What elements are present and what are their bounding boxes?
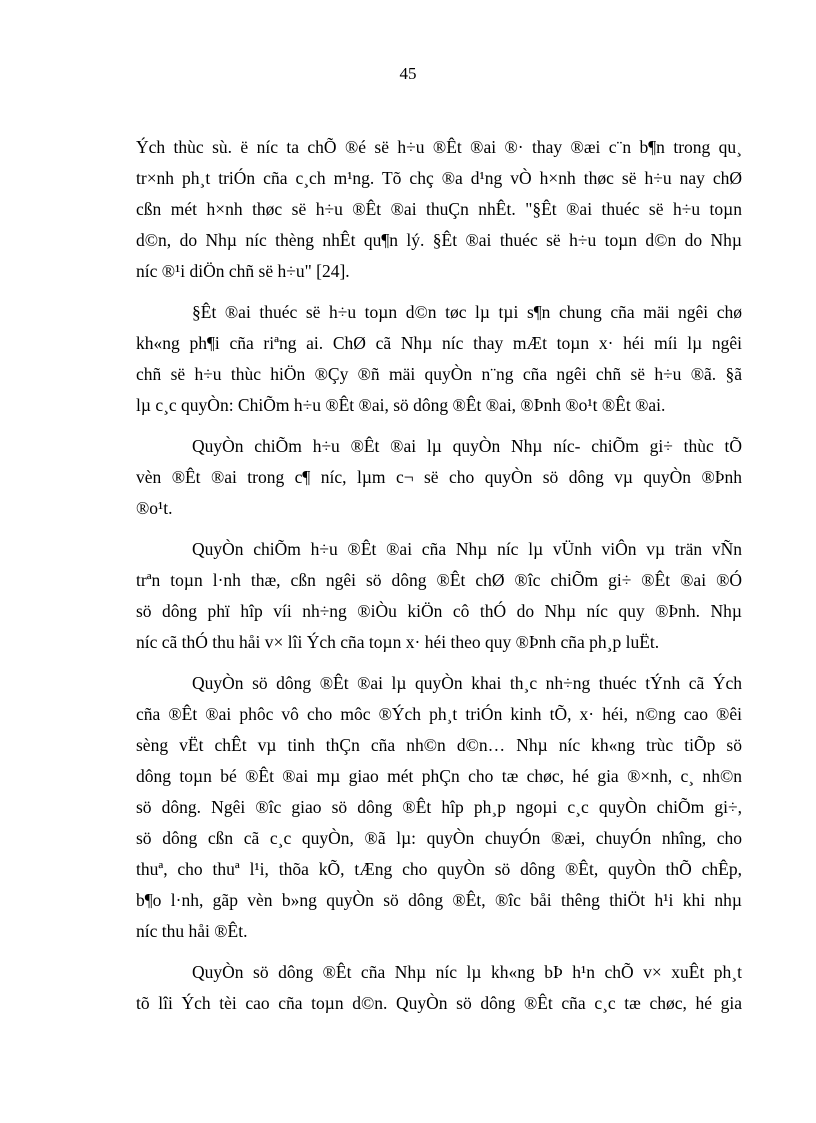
text-line: chñ së h÷u thùc hiÖn ®Çy ®ñ mäi quyÒn n¨ng cña ngêi chñ së h÷u ®ã. §ã <box>136 364 742 384</box>
text-line: QuyÒn sö dông ®Êt ®ai lµ quyÒn khai th¸c nh÷ng thuéc tÝnh cã Ých <box>192 673 742 693</box>
text-line: d©n, do Nhµ níc thèng nhÊt qu¶n lý. §Êt ®ai thuéc së h÷u toµn d©n do Nhµ <box>136 230 742 250</box>
text-line: níc thu håi ®Êt. <box>136 921 248 941</box>
text-line: vèn ®Êt ®ai trong c¶ níc, lµm c¬ së cho quyÒn sö dông vµ quyÒn ®Þnh <box>136 467 742 487</box>
text-line: sö dông cßn cã c¸c quyÒn, ®ã lµ: quyÒn chuyÓn ®æi, chuyÓn nhîng, cho <box>136 828 742 848</box>
text-line: níc cã thÓ thu håi v× lîi Ých cña toµn x· héi theo quy ®Þnh cña ph¸p luËt. <box>136 632 660 652</box>
paragraph <box>136 132 742 287</box>
paragraph <box>136 297 742 421</box>
text-line: tr×nh ph¸t triÓn cña c¸ch m¹ng. Tõ chç ®a d¹ng vÒ h×nh thøc së h÷u nay chØ <box>136 168 742 188</box>
paragraph <box>136 957 742 1019</box>
text-line: sèng vËt chÊt vµ tinh thÇn cña nh©n d©n… Nhµ níc kh«ng trùc tiÕp sö <box>136 735 742 755</box>
text-line: lµ c¸c quyÒn: ChiÕm h÷u ®Êt ®ai, sö dông ®Êt ®ai, ®Þnh ®o¹t ®Êt ®ai. <box>136 395 666 415</box>
paragraph <box>136 431 742 524</box>
text-line: b¶o l·nh, gãp vèn b»ng quyÒn sö dông ®Êt, ®îc båi thêng thiÖt h¹i khi nhµ <box>136 890 742 910</box>
text-line: QuyÒn chiÕm h÷u ®Êt ®ai cña Nhµ níc lµ vÜnh viÔn vµ trän vÑn <box>192 539 742 559</box>
text-line: cña ®Êt ®ai phôc vô cho môc ®Ých ph¸t triÓn kinh tÕ, x· héi, n©ng cao ®êi <box>136 704 742 724</box>
text-line: dông toµn bé ®Êt ®ai mµ giao mét phÇn cho tæ chøc, hé gia ®×nh, c¸ nh©n <box>136 766 742 786</box>
text-line: QuyÒn sö dông ®Êt cña Nhµ níc lµ kh«ng bÞ h¹n chÕ v× xuÊt ph¸t <box>192 962 742 982</box>
text-line: trªn toµn l·nh thæ, cßn ngêi sö dông ®Êt chØ ®îc chiÕm gi÷ ®Êt ®ai ®Ó <box>136 570 742 590</box>
text-line: ®o¹t. <box>136 498 173 518</box>
text-line: níc ®¹i diÖn chñ së h÷u" [24]. <box>136 261 350 281</box>
text-line: kh«ng ph¶i cña riªng ai. ChØ cã Nhµ níc thay mÆt toµn x· héi míi lµ ngêi <box>136 333 742 353</box>
paragraph <box>136 668 742 947</box>
text-line: sö dông. Ngêi ®îc giao sö dông ®Êt hîp ph¸p ngoµi c¸c quyÒn chiÕm gi÷, <box>136 797 742 817</box>
text-line: cßn mét h×nh thøc së h÷u ®Êt ®ai thuÇn nhÊt. "§Êt ®ai thuéc së h÷u toµn <box>136 199 742 219</box>
text-line: QuyÒn chiÕm h÷u ®Êt ®ai lµ quyÒn Nhµ níc- chiÕm gi÷ thùc tÕ <box>192 436 742 456</box>
text-line: Ých thùc sù. ë níc ta chÕ ®é së h÷u ®Êt ®ai ®· thay ®æi c¨n b¶n trong qu¸ <box>136 137 742 157</box>
text-line: §Êt ®ai thuéc së h÷u toµn d©n tøc lµ tµi s¶n chung cña mäi ngêi chø <box>192 302 742 322</box>
text-line: sö dông phï hîp víi nh÷ng ®iÒu kiÖn cô thÓ do Nhµ níc quy ®Þnh. Nhµ <box>136 601 742 621</box>
text-line: tõ lîi Ých tèi cao cña toµn d©n. QuyÒn sö dông ®Êt cña c¸c tæ chøc, hé gia <box>136 993 742 1013</box>
page-number: 45 <box>399 64 417 83</box>
text-line: thuª, cho thuª l¹i, thõa kÕ, tÆng cho quyÒn sö dông ®Êt, quyÒn thÕ chÊp, <box>136 859 742 879</box>
paragraph <box>136 534 742 658</box>
body-text <box>136 132 742 1029</box>
